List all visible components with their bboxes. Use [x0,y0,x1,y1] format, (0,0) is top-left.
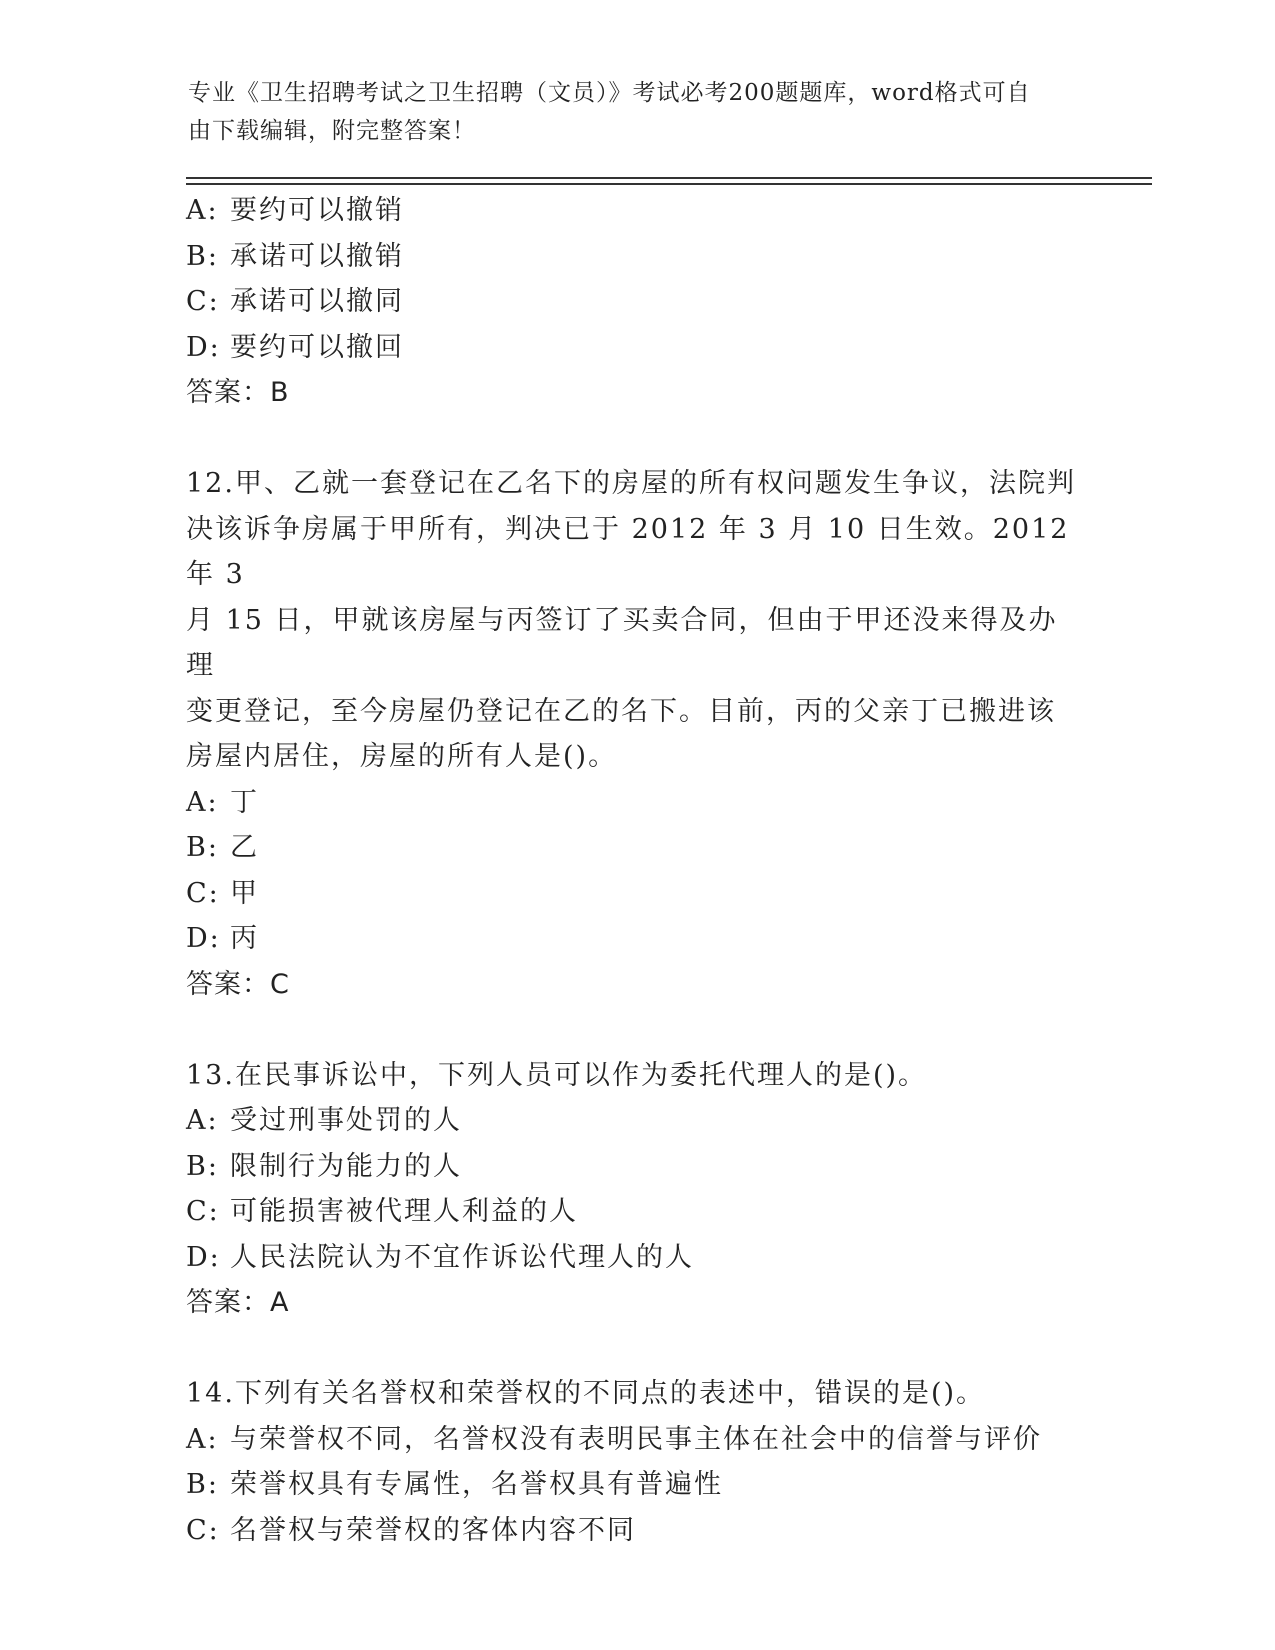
option-letter: D: [186,923,221,954]
option-letter: D: [186,331,221,363]
option-text: 乙 [230,832,259,863]
option-letter: C: [186,877,220,909]
question-text-line: 13.在民事诉讼中，下列人员可以作为委托代理人的是()。 [186,1059,928,1091]
header-divider-bottom [186,183,1152,185]
question-11 [186,188,1086,416]
option-a [186,1417,1086,1463]
option-letter: B: [186,1150,219,1182]
option-letter: A: [186,786,219,818]
option-letter: A: [186,1105,219,1136]
header-divider-top [186,177,1152,179]
option-letter: C: [186,1514,220,1546]
option-text: 丙 [230,923,259,954]
option-letter: A: [186,1423,219,1455]
question-13 [186,1053,1086,1326]
question-text-line: 变更登记，至今房屋仍登记在乙的名下。目前，丙的父亲丁已搬进该 [186,695,1056,727]
option-c [186,1508,1086,1554]
option-text: 要约可以撤销 [230,195,404,226]
option-text: 受过刑事处罚的人 [230,1105,462,1136]
answer: 答案：A [186,1287,290,1318]
question-text-line: 月 15 日，甲就该房屋与丙签订了买卖合同，但由于甲还没来得及办理 [186,604,1058,681]
document-body [186,188,1086,1553]
option-letter: C: [186,286,220,317]
spacer [186,416,1086,462]
option-d [186,1235,1086,1281]
option-text: 荣誉权具有专属性，名誉权具有普遍性 [230,1469,723,1500]
option-b [186,1144,1086,1190]
option-text: 可能损害被代理人利益的人 [230,1196,578,1227]
option-text: 限制行为能力的人 [230,1150,462,1182]
document-header [188,74,1088,150]
option-letter: D: [186,1241,221,1273]
question-text-line: 决该诉争房属于甲所有，判决已于 2012 年 3 月 10 日生效。2012 年 3 [186,513,1081,590]
question-text-line: 房屋内居住，房屋的所有人是()。 [186,741,618,772]
option-letter: B: [186,240,219,272]
option-b [186,234,1086,280]
option-d [186,325,1086,371]
answer: 答案：C [186,968,290,1000]
option-letter: A: [186,195,219,226]
answer: 答案：B [186,377,290,408]
question-14 [186,1371,1086,1553]
option-text: 名誉权与荣誉权的客体内容不同 [230,1514,636,1546]
option-b [186,1462,1086,1508]
option-b [186,825,1086,871]
option-letter: B: [186,1469,219,1500]
option-letter: C: [186,1196,220,1227]
option-a [186,188,1086,234]
option-c [186,1189,1086,1235]
spacer [186,1326,1086,1372]
option-text: 与荣誉权不同，名誉权没有表明民事主体在社会中的信誉与评价 [230,1423,1042,1455]
question-12 [186,461,1086,1007]
option-a [186,1098,1086,1144]
header-line-2: 由下载编辑，附完整答案！ [188,118,476,144]
option-text: 甲 [230,877,259,909]
option-a [186,780,1086,826]
option-letter: B: [186,832,219,863]
header-line-1: 专业《卫生招聘考试之卫生招聘（文员）》考试必考200题题库，word格式可自 [188,80,1031,106]
spacer [186,1007,1086,1053]
question-text-line: 12.甲、乙就一套登记在乙名下的房屋的所有权问题发生争议，法院判 [186,468,1076,499]
option-c [186,871,1086,917]
option-text: 人民法院认为不宜作诉讼代理人的人 [230,1241,694,1273]
option-text: 丁 [230,786,259,818]
option-text: 承诺可以撤销 [230,240,404,272]
option-text: 承诺可以撤同 [230,286,404,317]
option-text: 要约可以撤回 [230,331,404,363]
option-d [186,916,1086,962]
question-text-line: 14.下列有关名誉权和荣誉权的不同点的表述中，错误的是()。 [186,1378,986,1409]
option-c [186,279,1086,325]
